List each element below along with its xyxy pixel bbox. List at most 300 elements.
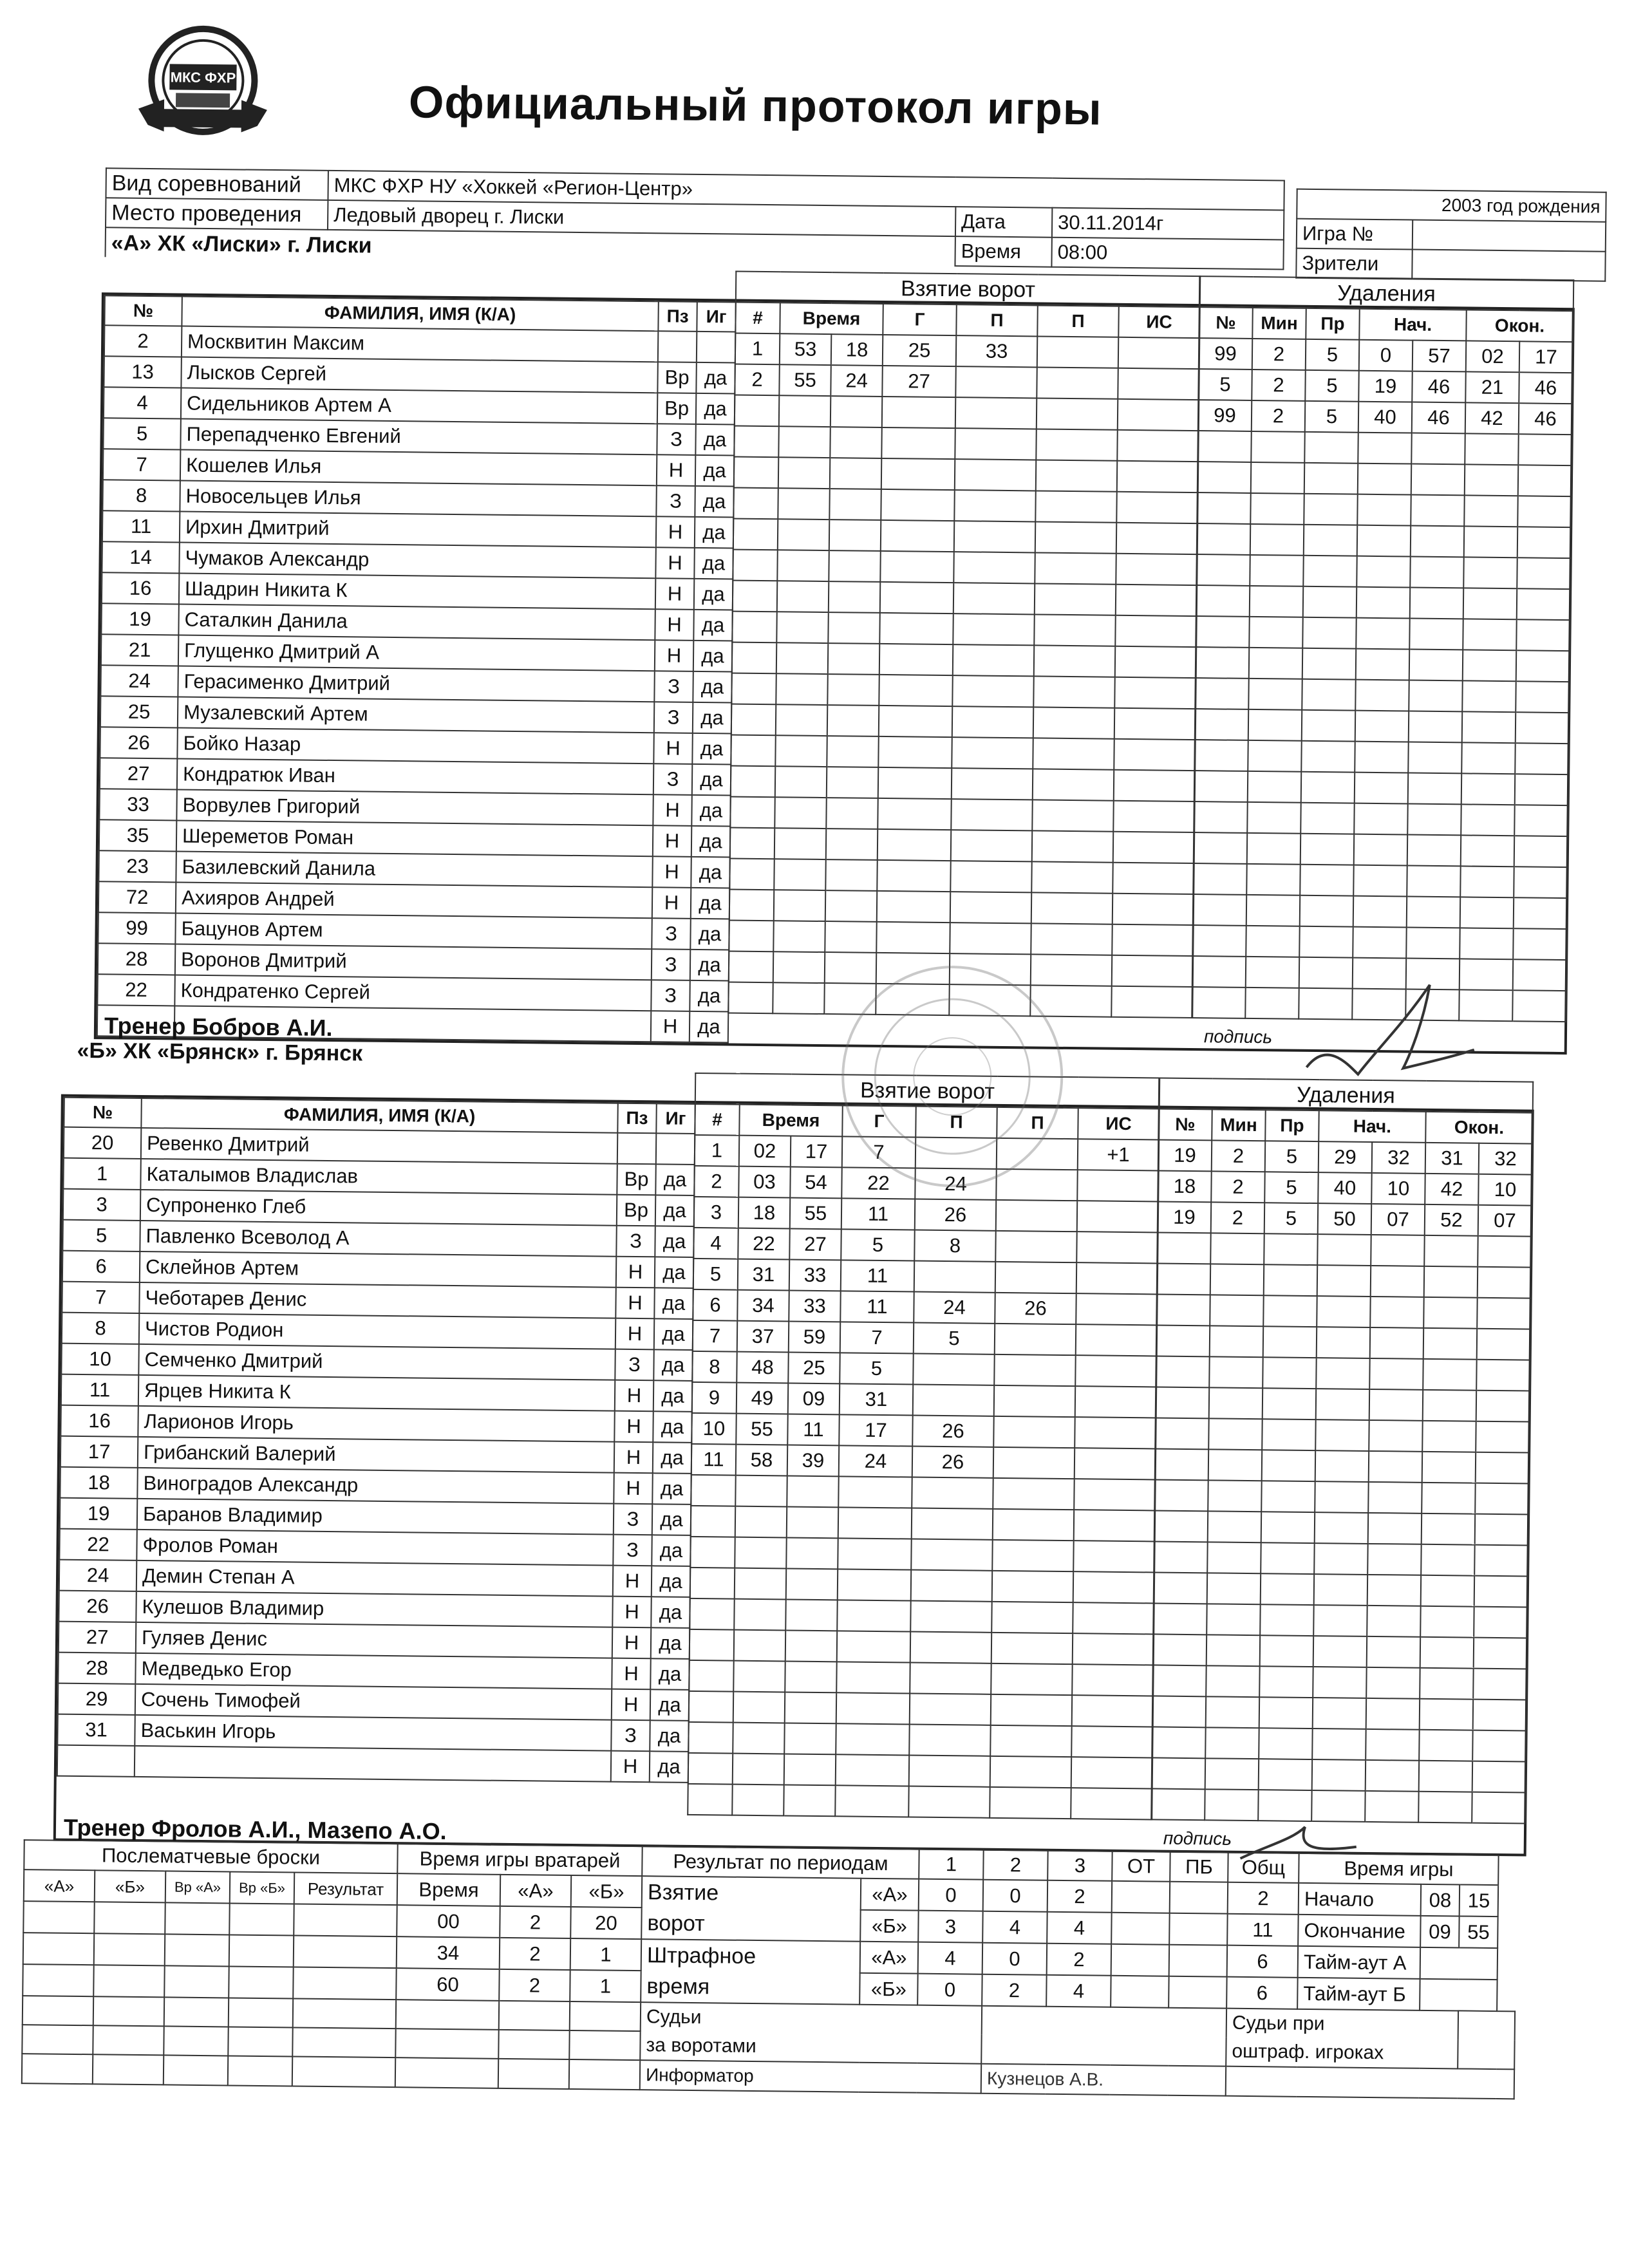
player-position: З bbox=[611, 1720, 650, 1752]
goal-scorer: 24 bbox=[839, 1445, 912, 1477]
goalie-time-row-3-a: 2 bbox=[499, 1969, 570, 2001]
player-position: З bbox=[652, 949, 690, 980]
player-played: да bbox=[695, 486, 733, 518]
goal-second: 17 bbox=[791, 1136, 842, 1168]
player-name: Саталкин Данила bbox=[178, 604, 655, 641]
player-position: Вр bbox=[617, 1164, 655, 1195]
penalty-start-min: 0 bbox=[1359, 340, 1413, 371]
player-name: Базилевский Данила bbox=[176, 851, 652, 887]
table-row bbox=[1197, 462, 1572, 496]
team-a-penalties-table bbox=[1191, 276, 1574, 1022]
goals-a-p2: 0 bbox=[983, 1880, 1048, 1912]
penalty-end-min: 52 bbox=[1425, 1204, 1478, 1236]
shootout-col-goalie-a: Вр «А» bbox=[165, 1871, 230, 1903]
player-name: Склейнов Артем bbox=[140, 1251, 616, 1288]
player-number: 7 bbox=[62, 1282, 139, 1313]
assist-2-header: П bbox=[997, 1107, 1078, 1139]
league-logo bbox=[125, 19, 281, 149]
table-row bbox=[688, 1753, 1152, 1789]
table-row bbox=[691, 1475, 1155, 1511]
player-number: 7 bbox=[103, 449, 180, 480]
player-position: Н bbox=[656, 516, 695, 548]
player-position: З bbox=[657, 424, 695, 455]
goal-index: 10 bbox=[691, 1413, 736, 1445]
player-number: 23 bbox=[99, 850, 176, 882]
goal-situation bbox=[1075, 1448, 1156, 1479]
player-position: З bbox=[653, 764, 692, 795]
player-number: 27 bbox=[59, 1622, 136, 1653]
penalty-start-header: Нач. bbox=[1359, 309, 1466, 341]
player-played: да bbox=[653, 1380, 692, 1412]
player-played: да bbox=[696, 362, 735, 394]
player-name: Ирхин Дмитрий bbox=[180, 512, 656, 548]
player-position: Н bbox=[655, 547, 694, 579]
table-row bbox=[1152, 1696, 1526, 1730]
player-position: Вр bbox=[657, 393, 696, 424]
player-played: да bbox=[693, 610, 732, 641]
player-played: да bbox=[655, 1257, 693, 1288]
goal-index: 1 bbox=[695, 1135, 739, 1167]
player-played: да bbox=[691, 857, 729, 888]
goalie-time-row-1-min: 00 bbox=[397, 1905, 500, 1938]
goal-scorer: 5 bbox=[840, 1353, 913, 1384]
player-name: Воронов Дмитрий bbox=[175, 944, 652, 980]
goal-situation bbox=[1077, 1201, 1158, 1232]
table-row bbox=[691, 1506, 1155, 1542]
penalty-start-min: 29 bbox=[1319, 1141, 1372, 1173]
penalty-end-sec: 10 bbox=[1478, 1174, 1532, 1206]
informer-name: Кузнецов А.В. bbox=[981, 2064, 1226, 2096]
goal-situation-header: ИС bbox=[1118, 306, 1199, 338]
player-position: Н bbox=[615, 1288, 654, 1319]
player-position: Н bbox=[652, 887, 691, 919]
goals-b-so bbox=[1169, 1913, 1228, 1945]
player-played: да bbox=[691, 826, 730, 858]
table-row bbox=[1156, 1294, 1530, 1329]
player-name: Чеботарев Денис bbox=[139, 1282, 615, 1318]
goals-b-total: 11 bbox=[1227, 1914, 1299, 1946]
shootout-title: Послематчевые броски bbox=[24, 1840, 397, 1873]
player-number: 8 bbox=[62, 1313, 139, 1344]
goal-scorer: 11 bbox=[840, 1291, 914, 1322]
team-a-pos-header: Пз bbox=[658, 301, 697, 332]
table-row bbox=[731, 735, 1195, 771]
goal-minute: 55 bbox=[736, 1414, 787, 1445]
goal-assist-2 bbox=[995, 1262, 1076, 1293]
pim-b-so bbox=[1169, 1976, 1227, 2009]
goals-b-p3: 4 bbox=[1047, 1912, 1112, 1944]
goal-index: 7 bbox=[693, 1320, 737, 1352]
player-number: 33 bbox=[99, 789, 176, 820]
player-number: 22 bbox=[97, 974, 174, 1006]
table-row bbox=[1152, 1665, 1526, 1700]
team-a-title: «А» ХК «Лиски» г. Лиски bbox=[106, 227, 955, 266]
penalty-minutes: 2 bbox=[1212, 1140, 1265, 1172]
game-time-title: Время игры bbox=[1299, 1853, 1498, 1885]
goal-judges-label: Судьи за воротами bbox=[640, 2002, 982, 2064]
goal-minute: 31 bbox=[738, 1259, 789, 1291]
player-played: да bbox=[652, 1473, 691, 1504]
player-number: 19 bbox=[101, 603, 178, 635]
table-row bbox=[693, 1320, 1157, 1356]
goal-assist-1 bbox=[913, 1385, 994, 1416]
goal-minute: 58 bbox=[736, 1445, 787, 1476]
player-number: 31 bbox=[57, 1714, 135, 1746]
game-start-label: Начало bbox=[1299, 1883, 1422, 1916]
goal-second: 55 bbox=[790, 1198, 841, 1230]
table-row bbox=[1155, 1418, 1529, 1452]
player-name: Кондратюк Иван bbox=[177, 758, 653, 794]
player-number: 99 bbox=[98, 912, 175, 944]
table-row bbox=[690, 1568, 1154, 1604]
penalty-start-sec: 32 bbox=[1372, 1142, 1425, 1174]
shootout-col-goalie-b: Вр «Б» bbox=[230, 1871, 295, 1904]
game-number-label: Игра № bbox=[1297, 219, 1413, 250]
goalie-time-col-time: Время bbox=[397, 1873, 501, 1906]
penalty-end-sec: 32 bbox=[1479, 1143, 1532, 1175]
table-row bbox=[693, 1228, 1158, 1264]
table-row bbox=[1194, 740, 1568, 774]
player-number: 10 bbox=[61, 1344, 138, 1375]
player-position: З bbox=[651, 980, 690, 1011]
goal-index: 8 bbox=[692, 1351, 737, 1383]
table-row bbox=[1156, 1356, 1530, 1391]
penalty-end-header: Окон. bbox=[1466, 310, 1573, 342]
player-name: Васькин Игорь bbox=[135, 1715, 611, 1751]
player-number: 14 bbox=[102, 541, 179, 573]
table-row bbox=[1196, 554, 1570, 589]
penalty-player: 99 bbox=[1199, 338, 1252, 370]
table-row bbox=[732, 642, 1196, 679]
periods-title: Результат по периодам bbox=[642, 1846, 919, 1879]
player-name: Ворвулев Григорий bbox=[176, 789, 653, 825]
player-number: 24 bbox=[59, 1560, 136, 1591]
pim-b-total: 6 bbox=[1226, 1977, 1298, 2009]
team-a-roster-table bbox=[97, 295, 737, 1043]
player-played: да bbox=[696, 393, 735, 425]
player-name: Сочень Тимофей bbox=[135, 1684, 612, 1720]
player-name: Бойко Назар bbox=[177, 728, 653, 764]
player-position: Н bbox=[614, 1473, 652, 1504]
penalty-player: 18 bbox=[1158, 1170, 1211, 1202]
goal-second: 54 bbox=[790, 1167, 841, 1199]
penalty-start-sec: 46 bbox=[1412, 371, 1465, 403]
player-name: Кулешов Владимир bbox=[136, 1591, 612, 1627]
table-row bbox=[692, 1351, 1156, 1387]
player-name: Кондратенко Сергей bbox=[174, 975, 651, 1011]
goal-scorer-header: Г bbox=[842, 1105, 915, 1137]
table-row bbox=[690, 1598, 1154, 1635]
goal-assist-2 bbox=[994, 1354, 1075, 1386]
player-number: 5 bbox=[103, 418, 180, 449]
goal-situation bbox=[1118, 368, 1199, 400]
player-name: Перепадченко Евгений bbox=[180, 419, 657, 455]
table-row bbox=[1194, 771, 1568, 805]
player-position: З bbox=[616, 1226, 655, 1257]
goal-scorer: 7 bbox=[840, 1322, 914, 1353]
penalty-reason-header: Пр bbox=[1265, 1110, 1319, 1141]
assist-1-header: П bbox=[956, 305, 1037, 336]
goal-index: 2 bbox=[694, 1166, 738, 1197]
penalty-start-min: 50 bbox=[1318, 1203, 1371, 1235]
player-position: З bbox=[654, 702, 693, 733]
player-played: да bbox=[651, 1597, 690, 1628]
game-end-label: Окончание bbox=[1298, 1915, 1421, 1947]
goalie-time-row-3-b: 1 bbox=[570, 1970, 641, 2002]
penalty-player-header: № bbox=[1199, 307, 1252, 339]
shootout-col-b: «Б» bbox=[95, 1870, 166, 1902]
signature-mark-a bbox=[1300, 971, 1481, 1089]
player-played bbox=[697, 332, 735, 363]
team-b-num-header: № bbox=[64, 1098, 141, 1128]
goal-assist-2 bbox=[1037, 367, 1118, 398]
player-played: да bbox=[651, 1627, 690, 1659]
player-number: 18 bbox=[60, 1467, 137, 1499]
table-row bbox=[735, 395, 1199, 431]
table-row bbox=[1154, 1510, 1528, 1545]
table-row bbox=[691, 1413, 1156, 1449]
player-position: З bbox=[656, 485, 695, 517]
goal-minute: 22 bbox=[738, 1228, 789, 1260]
goal-second: 27 bbox=[789, 1229, 841, 1261]
penalty-start-header: Нач. bbox=[1319, 1111, 1425, 1143]
summary-table bbox=[21, 1839, 1517, 2099]
table-row bbox=[690, 1629, 1154, 1665]
penalty-start-sec: 10 bbox=[1371, 1173, 1425, 1204]
penalty-minutes: 2 bbox=[1211, 1202, 1264, 1233]
player-position: Н bbox=[615, 1318, 654, 1350]
table-row bbox=[1154, 1541, 1528, 1576]
goals-team-b-label: «Б» bbox=[860, 1910, 919, 1942]
player-played: да bbox=[692, 733, 731, 765]
goal-assist-1: 26 bbox=[915, 1199, 996, 1231]
player-played: да bbox=[693, 671, 731, 703]
team-b-pos-header: Пз bbox=[617, 1103, 656, 1134]
table-row bbox=[1154, 1479, 1528, 1514]
pim-label: Штрафное время bbox=[641, 1939, 860, 2005]
player-played: да bbox=[654, 1318, 693, 1350]
player-position: Н bbox=[655, 609, 693, 641]
player-number: 16 bbox=[61, 1405, 138, 1437]
goal-assist-2 bbox=[996, 1200, 1077, 1232]
player-played: да bbox=[694, 548, 733, 579]
table-row bbox=[729, 889, 1194, 925]
goals-label: Взятие ворот bbox=[641, 1876, 861, 1942]
player-position: Н bbox=[615, 1380, 653, 1412]
goalie-time-row-1-b: 20 bbox=[570, 1907, 642, 1939]
player-position: Н bbox=[612, 1658, 650, 1690]
player-name: Шереметов Роман bbox=[176, 820, 653, 856]
penalty-end-min: 42 bbox=[1465, 402, 1519, 434]
player-played: да bbox=[653, 1349, 692, 1381]
player-name: Новосельцев Илья bbox=[180, 481, 656, 517]
player-number: 19 bbox=[60, 1498, 137, 1530]
player-played: да bbox=[653, 1442, 691, 1474]
game-start-hours: 08 bbox=[1421, 1884, 1460, 1917]
table-row bbox=[734, 457, 1198, 493]
table-row bbox=[733, 519, 1197, 555]
table-row bbox=[57, 1745, 688, 1783]
table-row bbox=[1193, 863, 1567, 898]
player-number: 26 bbox=[59, 1591, 136, 1622]
goal-index: 6 bbox=[693, 1289, 737, 1321]
table-row bbox=[1194, 801, 1568, 836]
penalty-player: 19 bbox=[1158, 1139, 1212, 1171]
goal-index-header: # bbox=[735, 303, 780, 334]
player-name: Супроненко Глеб bbox=[140, 1190, 617, 1226]
table-row bbox=[729, 858, 1194, 894]
table-row bbox=[733, 581, 1197, 617]
shootout-col-a: «А» bbox=[24, 1870, 95, 1902]
team-b-signature-label: подпись bbox=[1163, 1828, 1232, 1849]
player-name: Кошелев Илья bbox=[180, 450, 657, 486]
player-played: да bbox=[692, 764, 731, 796]
goal-minute: 53 bbox=[780, 333, 831, 365]
player-name: Ревенко Дмитрий bbox=[141, 1128, 617, 1164]
player-number: 2 bbox=[104, 325, 182, 357]
table-row bbox=[693, 1289, 1157, 1326]
player-position: Н bbox=[612, 1597, 651, 1628]
signature-mark-b bbox=[1234, 1820, 1363, 1873]
team-b-coach: Тренер Фролов А.И., Мазепо А.О. bbox=[63, 1813, 447, 1844]
player-name: Чумаков Александр bbox=[179, 543, 655, 579]
table-row bbox=[731, 673, 1196, 709]
goal-assist-1: 24 bbox=[914, 1292, 995, 1324]
goal-assist-2 bbox=[993, 1447, 1075, 1479]
goal-second: 33 bbox=[789, 1259, 841, 1291]
penalty-reason: 5 bbox=[1264, 1172, 1318, 1203]
player-position: З bbox=[614, 1504, 652, 1535]
pim-team-a-label: «А» bbox=[860, 1942, 919, 1974]
team-b-penalties-table bbox=[1150, 1077, 1534, 1824]
pim-b-p1: 0 bbox=[917, 1974, 982, 2006]
penalty-reason: 5 bbox=[1305, 370, 1358, 402]
goals-a-ot bbox=[1112, 1881, 1170, 1913]
player-position: Н bbox=[613, 1566, 652, 1597]
player-number: 29 bbox=[58, 1683, 135, 1715]
table-row bbox=[731, 766, 1195, 802]
player-name: Демин Степан А bbox=[136, 1560, 613, 1597]
goals-a-total: 2 bbox=[1228, 1882, 1299, 1915]
table-row bbox=[1199, 338, 1573, 373]
team-b-roster-table bbox=[57, 1097, 696, 1783]
player-position: З bbox=[654, 671, 693, 702]
table-row bbox=[1158, 1139, 1532, 1174]
goal-second: 24 bbox=[831, 365, 882, 397]
goal-time-header: Время bbox=[739, 1105, 842, 1137]
team-b-name-header: ФАМИЛИЯ, ИМЯ (К/А) bbox=[141, 1098, 617, 1133]
player-played: да bbox=[691, 888, 729, 919]
goal-index-header: # bbox=[695, 1104, 739, 1136]
goal-assist-1: 26 bbox=[912, 1416, 993, 1447]
table-row bbox=[731, 704, 1196, 740]
game-number-value bbox=[1413, 220, 1606, 252]
player-position: Н bbox=[652, 856, 691, 888]
player-played: да bbox=[693, 702, 731, 734]
player-played: да bbox=[654, 1288, 693, 1319]
player-name: Каталымов Владислав bbox=[140, 1159, 617, 1195]
goal-assist-1: 24 bbox=[915, 1168, 996, 1200]
table-row bbox=[730, 797, 1194, 833]
game-end-minutes: 55 bbox=[1459, 1916, 1498, 1948]
player-number: 26 bbox=[100, 727, 177, 758]
goal-situation bbox=[1075, 1355, 1156, 1387]
player-played: да bbox=[652, 1504, 691, 1535]
goals-a-p3: 2 bbox=[1047, 1880, 1113, 1913]
goal-assist-1: 8 bbox=[914, 1230, 995, 1262]
player-name: Бацунов Артем bbox=[175, 913, 652, 949]
goal-minute: 48 bbox=[737, 1352, 788, 1383]
player-number: 8 bbox=[102, 480, 180, 511]
table-row bbox=[1153, 1603, 1527, 1638]
goalie-time-row-2-b: 1 bbox=[570, 1938, 642, 1971]
player-position: Н bbox=[653, 825, 691, 857]
team-b-penalties-title: Удаления bbox=[1159, 1078, 1533, 1112]
team-a-name-header: ФАМИЛИЯ, ИМЯ (К/А) bbox=[182, 297, 658, 332]
table-row bbox=[734, 426, 1198, 462]
player-played: да bbox=[650, 1658, 689, 1690]
player-position: Н bbox=[655, 578, 694, 610]
assist-1-header: П bbox=[915, 1107, 997, 1138]
period-3-header: 3 bbox=[1047, 1851, 1112, 1881]
document-title: Официальный протокол игры bbox=[408, 77, 1103, 135]
table-row bbox=[692, 1382, 1156, 1418]
goal-situation bbox=[1118, 337, 1199, 369]
player-played: да bbox=[690, 950, 729, 981]
penalty-end-min: 02 bbox=[1466, 341, 1519, 372]
goals-team-a-label: «А» bbox=[861, 1879, 919, 1911]
player-played: да bbox=[690, 919, 729, 950]
goal-time-header: Время bbox=[780, 303, 883, 335]
table-row bbox=[691, 1444, 1156, 1480]
player-position: Н bbox=[657, 455, 695, 486]
table-row bbox=[1156, 1325, 1530, 1360]
player-number bbox=[57, 1745, 135, 1777]
player-name: Фролов Роман bbox=[136, 1530, 613, 1566]
table-row bbox=[1195, 678, 1569, 713]
timeout-b-label: Тайм-аут Б bbox=[1297, 1978, 1420, 2010]
goalie-time-row-2-min: 34 bbox=[397, 1936, 500, 1969]
goal-assist-1 bbox=[913, 1354, 994, 1385]
player-position: Н bbox=[653, 733, 692, 764]
time-label: Время bbox=[955, 236, 1051, 267]
goal-minute: 34 bbox=[737, 1290, 789, 1322]
player-position: Н bbox=[653, 794, 691, 826]
player-name: Семченко Дмитрий bbox=[138, 1344, 615, 1380]
game-meta-table bbox=[1295, 189, 1606, 282]
penalty-reason: 5 bbox=[1265, 1141, 1319, 1172]
player-number: 72 bbox=[99, 881, 176, 913]
pim-team-b-label: «Б» bbox=[859, 1973, 918, 2005]
player-position: Н bbox=[655, 640, 693, 671]
goal-situation bbox=[1075, 1386, 1156, 1418]
table-row bbox=[1197, 431, 1572, 465]
venue-value: Ледовый дворец г. Лиски bbox=[328, 200, 955, 236]
period-2-header: 2 bbox=[983, 1850, 1047, 1880]
penalty-start-sec: 07 bbox=[1371, 1204, 1425, 1235]
date-value: 30.11.2014г bbox=[1052, 208, 1284, 240]
penalty-minutes: 2 bbox=[1252, 370, 1305, 401]
penalty-minutes: 2 bbox=[1211, 1171, 1264, 1203]
player-played: да bbox=[653, 1411, 691, 1443]
player-number: 17 bbox=[61, 1436, 138, 1468]
goal-second: 18 bbox=[831, 334, 883, 366]
table-row bbox=[732, 612, 1196, 648]
player-played: да bbox=[652, 1566, 690, 1597]
pim-b-ot bbox=[1111, 1976, 1169, 2008]
player-name bbox=[135, 1746, 611, 1782]
player-number: 11 bbox=[102, 511, 180, 542]
